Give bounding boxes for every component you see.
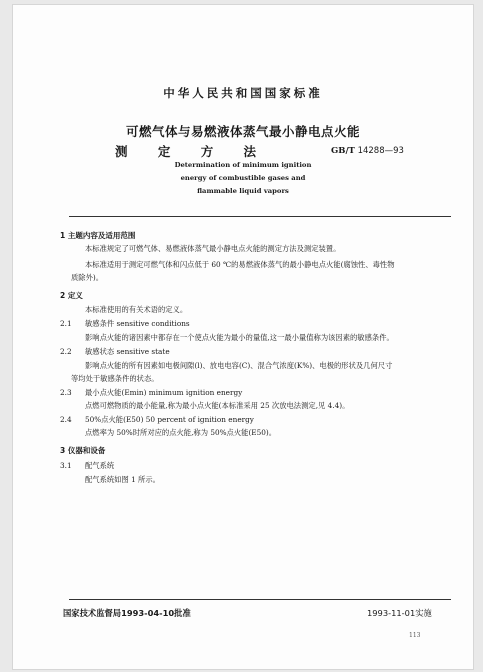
document-page [12,4,474,670]
page-number: 113 [409,632,421,639]
english-title-line-1: Determination of minimum ignition [174,161,312,169]
definition-2-4-text: 点燃率为 50%时所对应的点火能,称为 50%点火能(E50)。 [85,428,277,437]
definition-2-2-text-line-2: 等均处于敏感条件的状态。 [71,374,159,383]
definition-2-1-term: 敏感条件 sensitive conditions [85,319,190,328]
definition-2-3-text: 点燃可燃物质的最小能量,称为最小点火能(本标准采用 25 次放电法测定,见 4.4)。 [85,401,350,410]
clause-3-1-number: 3.1 [60,461,72,470]
english-title-line-3: flammable liquid vapors [197,187,289,195]
standard-code: 14288—93 [357,146,404,156]
standard-prefix: GB/T [331,146,355,156]
section-3-heading: 3 仪器和设备 [60,446,106,455]
definition-2-1-text: 影响点火能的诸因素中都存在一个使点火能为最小的量值,这一最小量值称为该因素的敏感条件。 [85,333,394,342]
definition-2-3-number: 2.3 [60,388,72,397]
standard-method-title: 测 定 方 法 [115,144,257,159]
section-1-paragraph-1: 本标准规定了可燃气体、易燃液体蒸气最小静电点火能的测定方法及测定装置。 [85,244,341,253]
section-2-heading: 2 定义 [60,291,83,300]
section-1-heading: 1 主题内容及适用范围 [60,231,136,240]
standard-title-cn: 可燃气体与易燃液体蒸气最小静电点火能 [125,124,360,139]
definition-2-4-number: 2.4 [60,415,72,424]
clause-3-1-text: 配气系统如图 1 所示。 [85,475,160,484]
english-title-line-2: energy of combustible gases and [180,174,306,182]
definition-2-2-number: 2.2 [60,347,72,356]
section-1-paragraph-2-line-2: 质除外)。 [71,273,104,282]
standard-number [331,146,404,156]
definition-2-2-term: 敏感状态 sensitive state [85,347,170,356]
section-1-paragraph-2-line-1: 本标准适用于测定可燃气体和闪点低于 60 ℃的易燃液体蒸气的最小静电点火能(腐蚀性、毒性物 [85,260,395,269]
clause-3-1-term: 配气系统 [85,461,115,470]
definition-2-1-number: 2.1 [60,319,72,328]
footer-divider [69,599,451,600]
definition-2-2-text-line-1: 影响点火能的所有因素如电极间隙(l)、放电电容(C)、混合气浓度(K%)、电极的形状及几何尺寸 [85,361,393,370]
section-2-intro: 本标准使用的有关术语的定义。 [85,305,188,314]
header-divider [69,216,451,217]
publisher-heading: 中华人民共和国国家标准 [163,86,323,100]
implementation-date: 1993-11-01实施 [367,608,432,618]
definition-2-4-term: 50%点火能(E50) 50 percent of ignition energy [85,415,254,424]
approval-date: 国家技术监督局1993-04-10批准 [63,608,191,618]
definition-2-3-term: 最小点火能(Emin) minimum ignition energy [85,388,243,397]
